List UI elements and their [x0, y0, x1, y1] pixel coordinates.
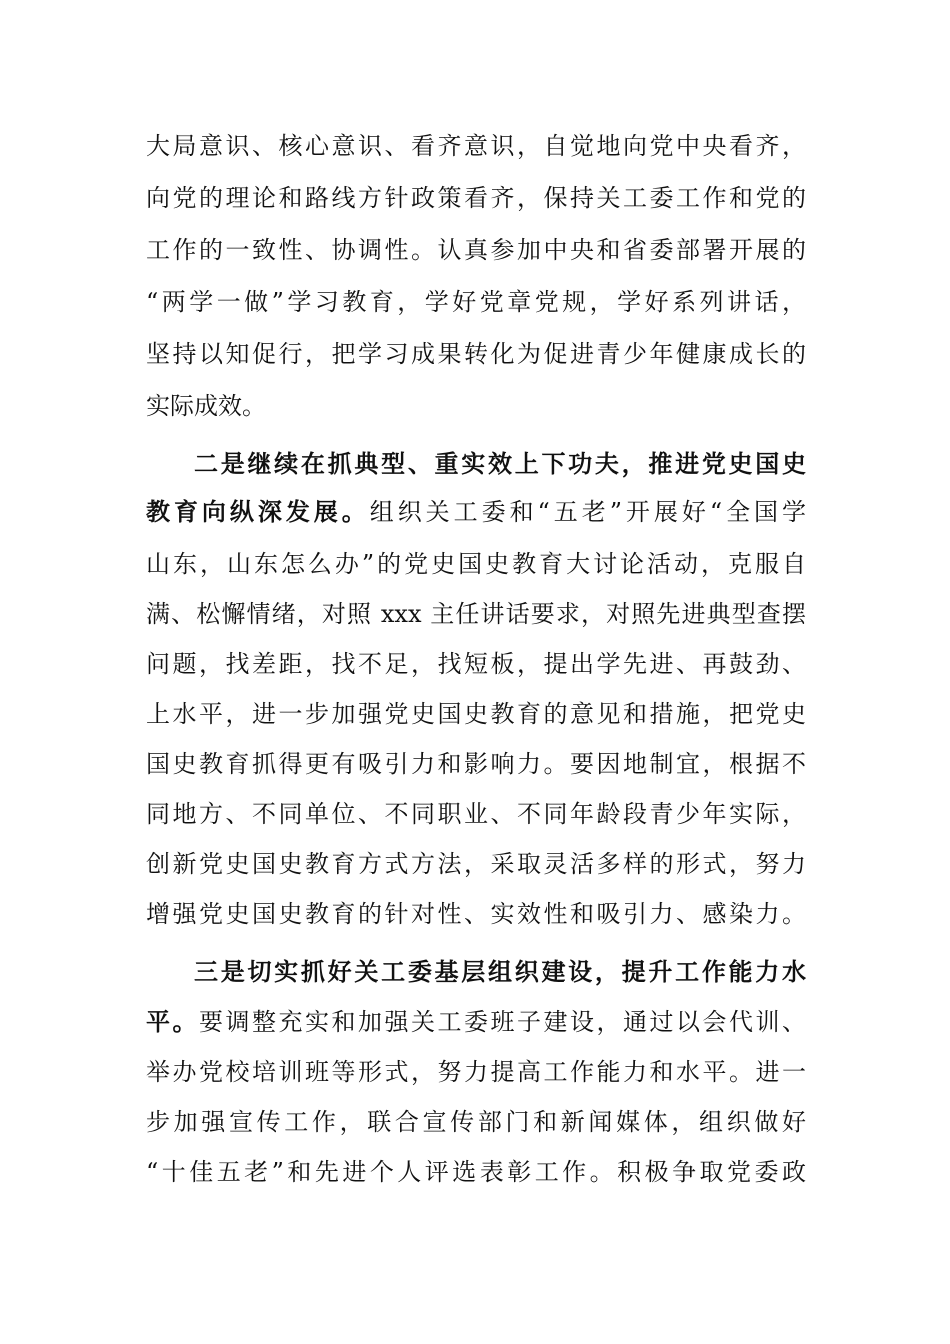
paragraph-3-heading-end: 平。	[146, 1007, 199, 1036]
paragraph-2-line-4: 满、松懈情绪，对照 xxx 主任讲话要求，对照先进典型查摆	[146, 600, 806, 628]
paragraph-3-line-2-rest: 要调整充实和加强关工委班子建设，通过以会代训、	[199, 1008, 806, 1036]
paragraph-3-line-5: “十佳五老”和先进个人评选表彰工作。积极争取党委政	[146, 1158, 806, 1186]
paragraph-2-line-5: 问题，找差距，找不足，找短板，提出学先进、再鼓劲、	[146, 650, 806, 678]
paragraph-3-heading-line-1: 三是切实抓好关工委基层组织建设，提升工作能力水	[194, 957, 806, 986]
paragraph-2-line-9: 创新党史国史教育方式方法，采取灵活多样的形式，努力	[146, 850, 806, 878]
paragraph-1-line-5: 坚持以知促行，把学习成果转化为促进青少年健康成长的	[146, 340, 806, 368]
paragraph-3-line-4: 步加强宣传工作，联合宣传部门和新闻媒体，组织做好	[146, 1108, 806, 1136]
paragraph-2-heading-line-1: 二是继续在抓典型、重实效上下功夫，推进党史国史	[194, 449, 806, 478]
paragraph-1-line-6: 实际成效。	[146, 392, 266, 420]
paragraph-2-line-10: 增强党史国史教育的针对性、实效性和吸引力、感染力。	[146, 900, 806, 928]
paragraph-1-line-3: 工作的一致性、协调性。认真参加中央和省委部署开展的	[146, 236, 806, 264]
paragraph-3-line-2	[146, 1006, 806, 1038]
paragraph-2-line-6: 上水平，进一步加强党史国史教育的意见和措施，把党史	[146, 700, 806, 728]
paragraph-2-line-3: 山东，山东怎么办”的党史国史教育大讨论活动，克服自	[146, 550, 806, 578]
paragraph-2-line-8: 同地方、不同单位、不同职业、不同年龄段青少年实际，	[146, 800, 806, 828]
paragraph-3-line-3: 举办党校培训班等形式，努力提高工作能力和水平。进一	[146, 1058, 806, 1086]
paragraph-2-line-2	[146, 496, 806, 528]
paragraph-1-line-2: 向党的理论和路线方针政策看齐，保持关工委工作和党的	[146, 184, 806, 212]
paragraph-2-line-7: 国史教育抓得更有吸引力和影响力。要因地制宜，根据不	[146, 750, 806, 778]
paragraph-1-line-1: 大局意识、核心意识、看齐意识，自觉地向党中央看齐，	[146, 132, 806, 160]
paragraph-1-line-4: “两学一做”学习教育，学好党章党规，学好系列讲话，	[146, 288, 806, 316]
paragraph-2-heading-end: 教育向纵深发展。	[146, 497, 370, 526]
paragraph-2-line-2-rest: 组织关工委和“五老”开展好“全国学	[369, 498, 807, 526]
